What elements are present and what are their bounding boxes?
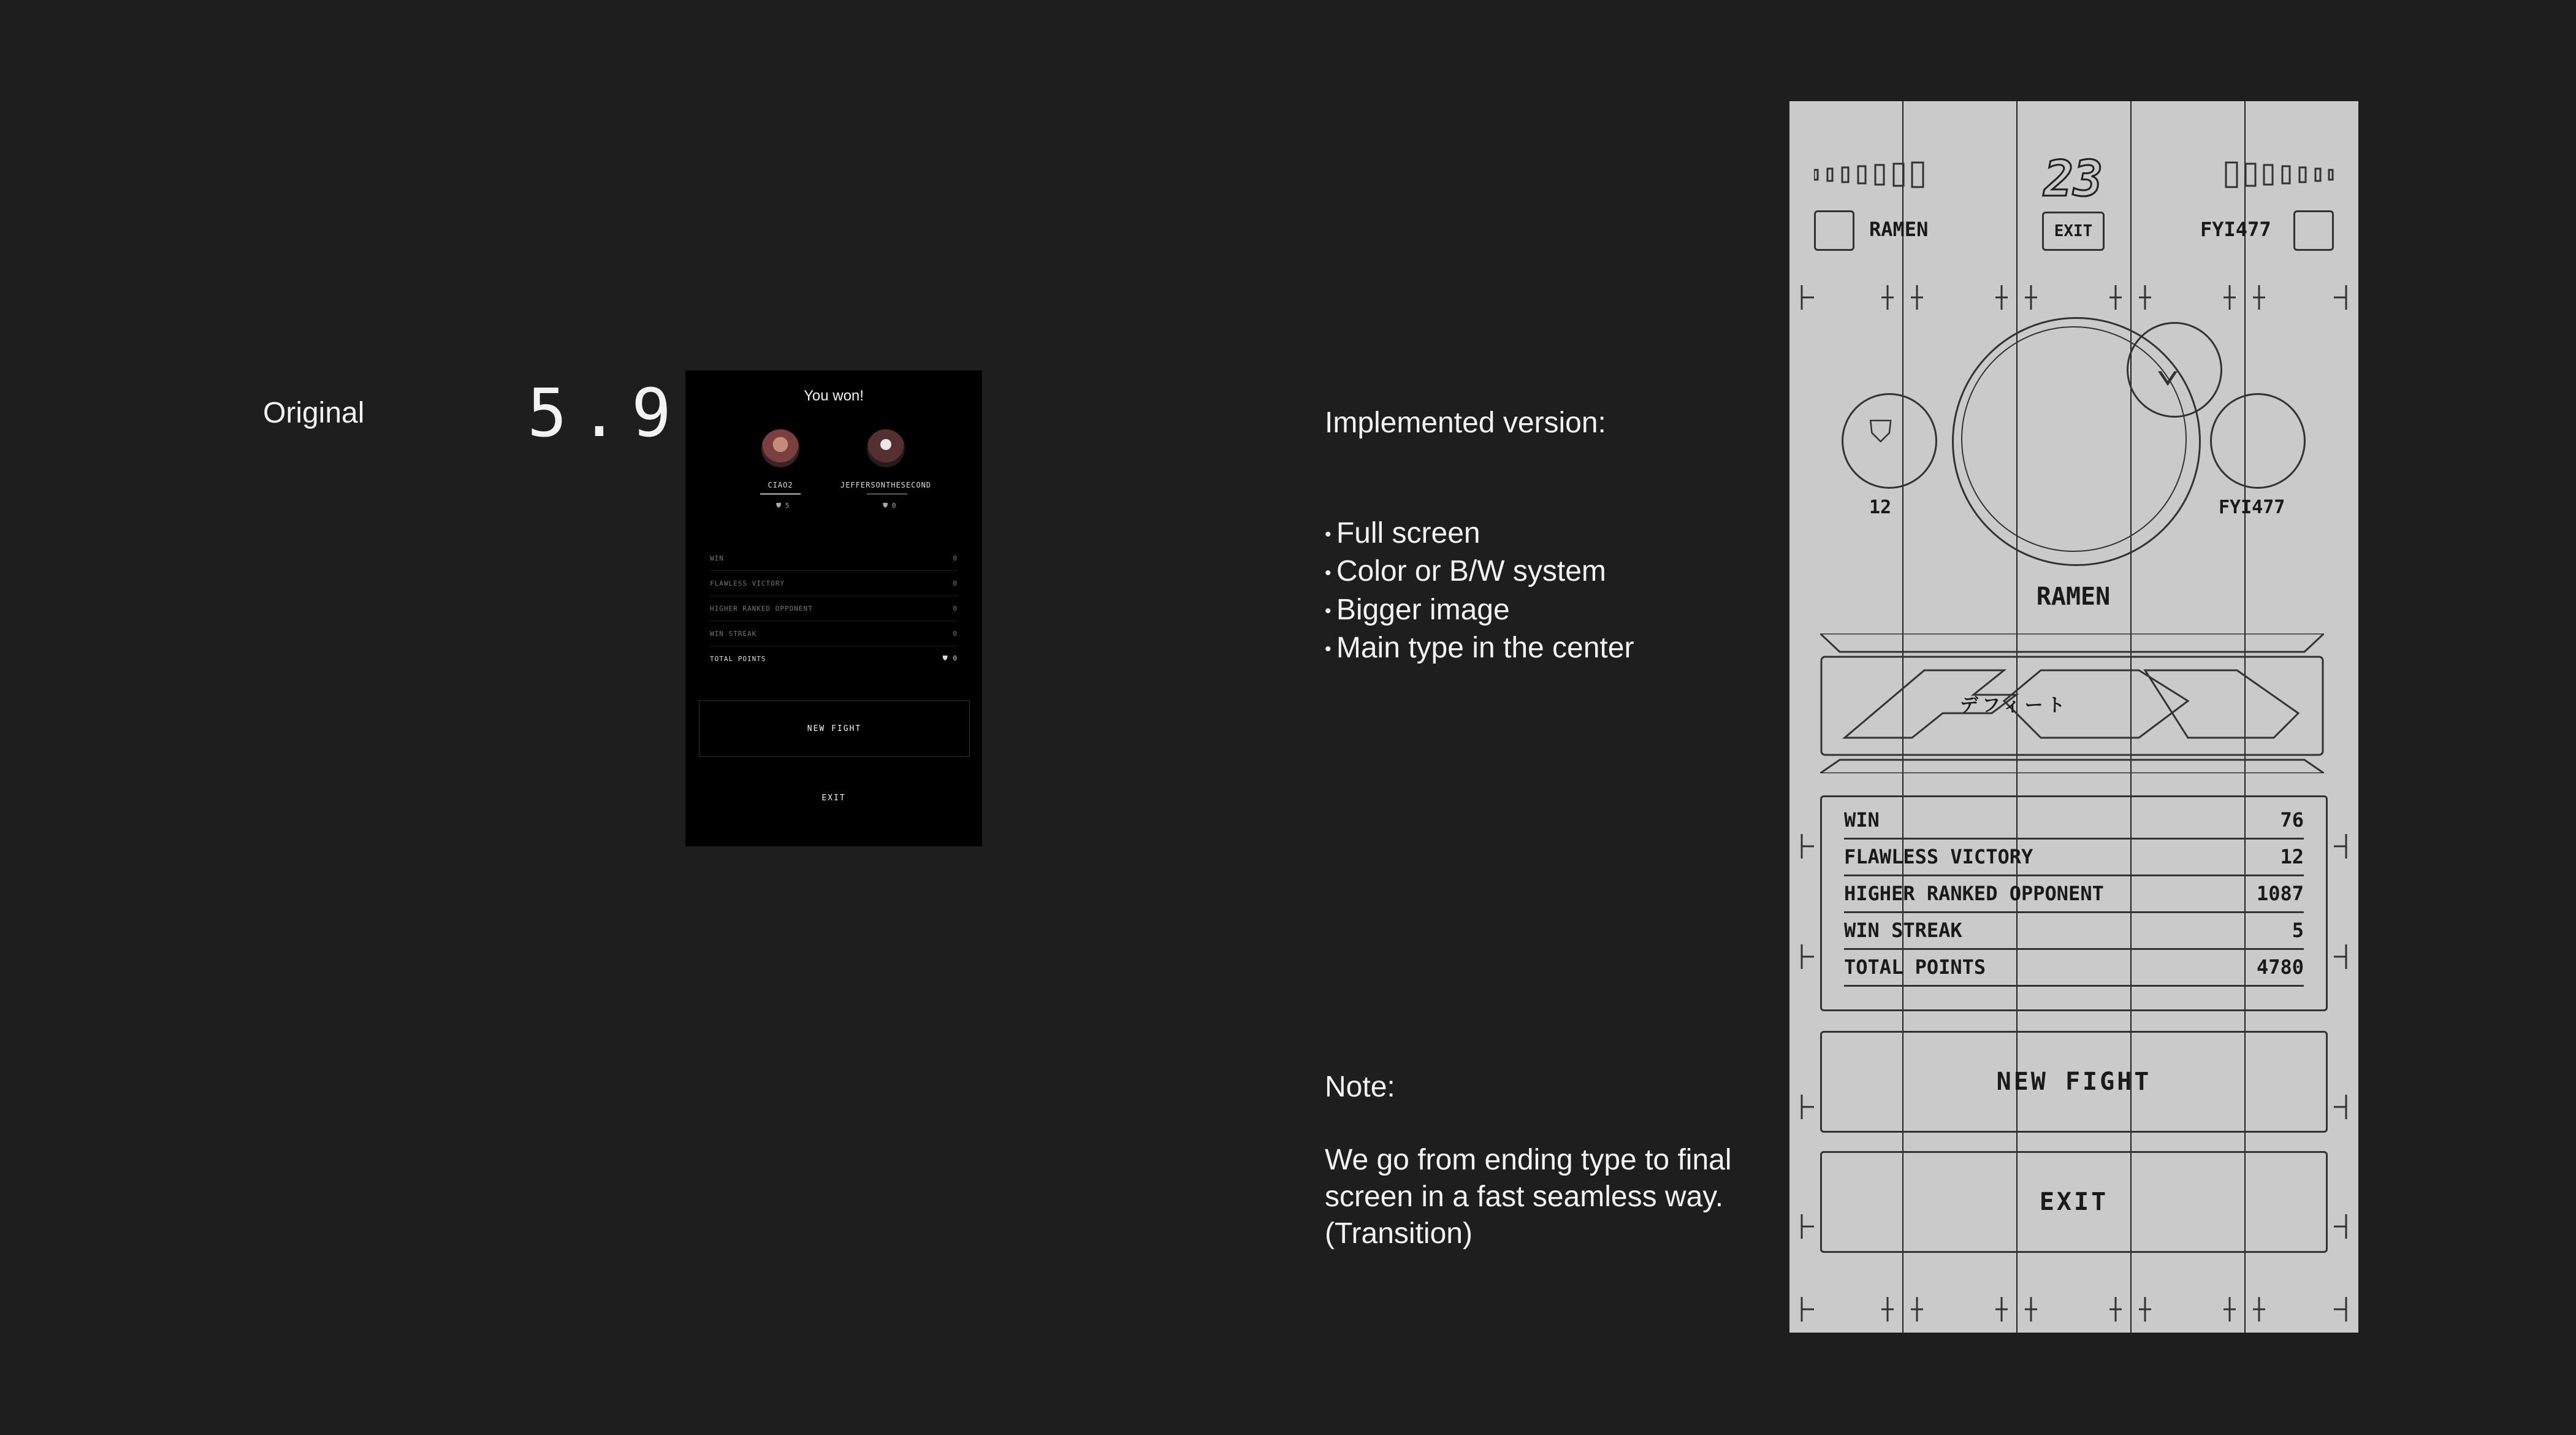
stat-row-total: TOTAL POINTS 4780 (1844, 949, 2304, 987)
stat-row: FLAWLESS VICTORY 0 (710, 571, 958, 596)
stat-row-total: TOTAL POINTS ⛊ 0 (710, 654, 958, 663)
round-number: 23 (2043, 150, 2103, 207)
note-body: We go from ending type to final screen in a fast seamless way. (Transition) (1325, 1144, 1732, 1250)
ko-logo (1820, 633, 2324, 773)
right-rank-circle (2210, 393, 2306, 489)
player1-score: ⛊ 5 (776, 502, 790, 510)
note-heading: Note: (1325, 1071, 1395, 1103)
feature-list (1325, 515, 1634, 668)
stat-row: WIN STREAK 5 (1844, 913, 2304, 950)
left-player-name: RAMEN (1869, 218, 1929, 241)
shield-icon: ⛊ (776, 502, 782, 510)
japanese-title: デフィート (1960, 695, 2069, 716)
original-label: Original (263, 397, 365, 429)
stat-row: WIN 76 (1844, 802, 2304, 840)
shield-icon: ⛊ (942, 654, 948, 662)
stat-row: HIGHER RANKED OPPONENT 1087 (1844, 876, 2304, 913)
stat-row: WIN 0 (710, 546, 958, 571)
stats-panel (1820, 795, 2328, 1011)
version-number: 5.9 (527, 375, 684, 452)
player2-score: ⛊ 0 (883, 502, 896, 510)
center-player-name: RAMEN (2036, 583, 2111, 611)
left-score: 12 (1869, 497, 1892, 518)
player1-name: CIAO2 (768, 481, 793, 489)
player1-bar (760, 493, 801, 495)
implemented-screen (1789, 101, 2358, 1333)
right-player-badge (2293, 210, 2334, 251)
shield-icon: ⛊ (883, 502, 888, 510)
new-fight-button[interactable]: NEW FIGHT (1820, 1031, 2328, 1133)
stat-row: HIGHER RANKED OPPONENT 0 (710, 596, 958, 621)
stat-row: WIN STREAK 0 (710, 621, 958, 646)
player1-avatar (761, 429, 799, 467)
exit-button[interactable]: EXIT (821, 794, 846, 803)
right-player-name: FYI477 (2200, 218, 2271, 241)
win-title: You won! (804, 388, 864, 404)
rank-shield-icon: ⛉ (1869, 414, 1892, 450)
stat-row: FLAWLESS VICTORY 12 (1844, 839, 2304, 876)
implemented-heading: Implemented version: (1325, 407, 1606, 439)
list-item: • Full screen (1325, 515, 1634, 553)
new-fight-button[interactable]: NEW FIGHT (699, 700, 970, 757)
player2-avatar (867, 429, 905, 467)
list-item: • Main type in the center (1325, 630, 1634, 668)
player2-name: JEFFERSONTHESECOND (840, 481, 932, 489)
list-item: • Bigger image (1325, 592, 1634, 630)
left-player-badge (1814, 210, 1854, 251)
exit-button[interactable]: EXIT (1820, 1151, 2328, 1253)
original-screen (685, 370, 982, 846)
chevron-badge-icon: ⌄ (2155, 340, 2181, 391)
player2-bar (867, 493, 907, 495)
exit-small-button[interactable]: EXIT (2042, 212, 2105, 251)
right-name-under: FYI477 (2219, 497, 2285, 518)
list-item: • Color or B/W system (1325, 553, 1634, 591)
